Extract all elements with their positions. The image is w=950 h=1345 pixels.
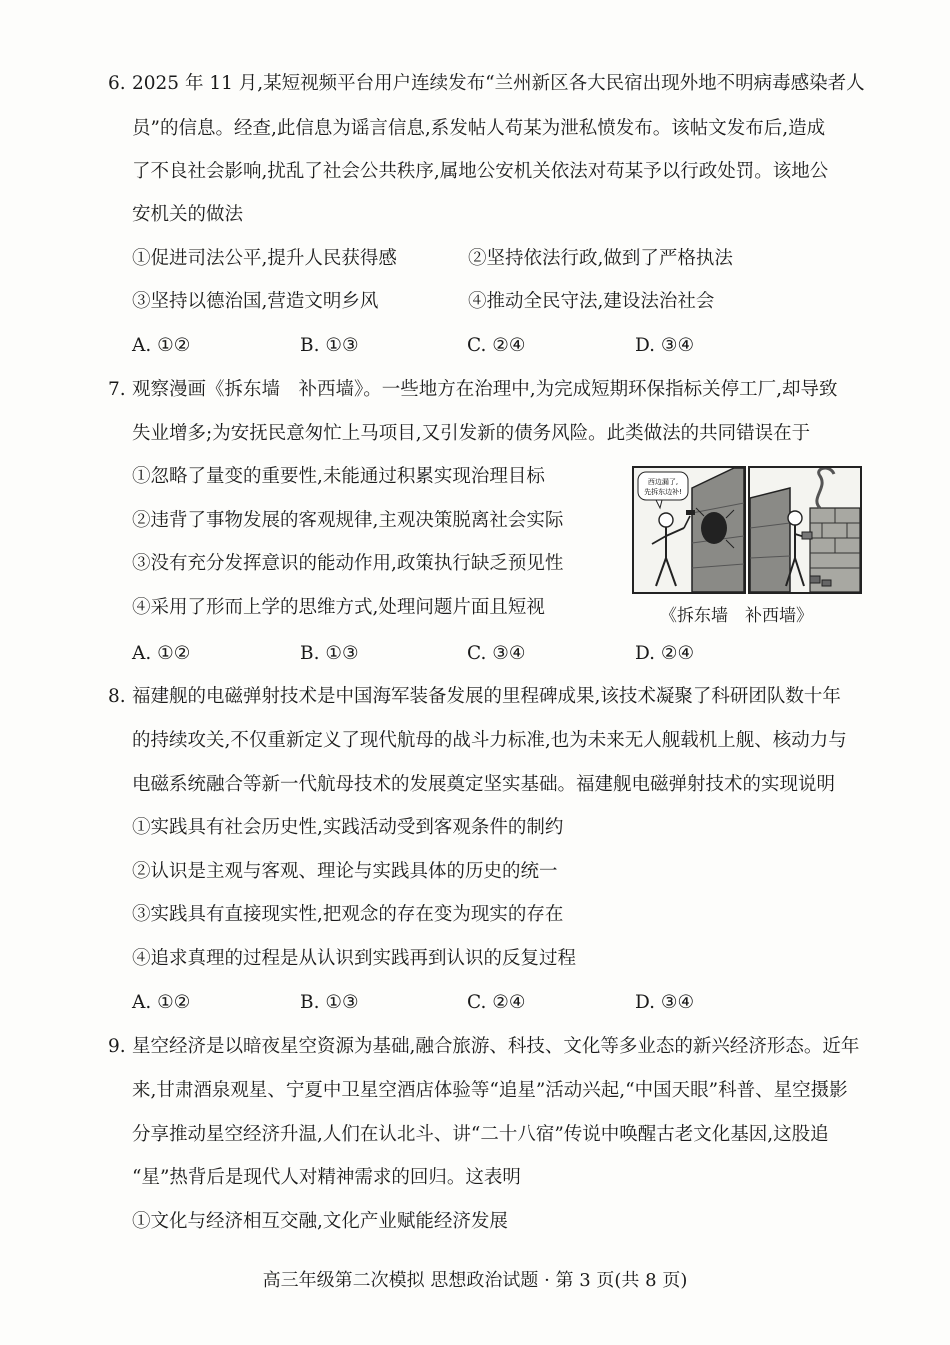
- choice-b: B. ①③: [300, 992, 359, 1013]
- statement-item: ④采用了形而上学的思维方式,处理问题片面且短视: [132, 597, 545, 618]
- statement-item: ①促进司法公平,提升人民获得感: [132, 248, 397, 269]
- statement-item: ②认识是主观与客观、理论与实践具体的历史的统一: [132, 861, 558, 882]
- statement-item: ③坚持以德治国,营造文明乡风: [132, 291, 379, 312]
- question-text-line: 星空经济是以暗夜星空资源为基础,融合旅游、科技、文化等多业态的新兴经济形态。近年: [132, 1036, 860, 1057]
- cartoon-panel-right: [748, 466, 862, 594]
- speech-bubble-line-1: 西边漏了,: [647, 478, 679, 486]
- question-text-line: 来,甘肃酒泉观星、宁夏中卫星空酒店体验等“追星”活动兴起,“中国天眼”科普、星空摄影: [132, 1080, 848, 1101]
- statement-item: ①文化与经济相互交融,文化产业赋能经济发展: [132, 1211, 508, 1232]
- question-text-line: 员”的信息。经查,此信息为谣言信息,系发帖人苟某为泄私愤发布。该帖文发布后,造成: [132, 118, 826, 139]
- choice-d: D. ③④: [635, 992, 695, 1013]
- choice-b: B. ①③: [300, 335, 359, 356]
- choice-a: A. ①②: [132, 335, 191, 356]
- question-text-line: 了不良社会影响,扰乱了社会公共秩序,属地公安机关依法对苟某予以行政处罚。该地公: [132, 161, 829, 182]
- question-text-line: 观察漫画《拆东墙 补西墙》。一些地方在治理中,为完成短期环保指标关停工厂,却导致: [132, 379, 838, 400]
- choice-d: D. ②④: [635, 643, 695, 664]
- question-text-line: 福建舰的电磁弹射技术是中国海军装备发展的里程碑成果,该技术凝聚了科研团队数十年: [132, 686, 841, 707]
- question-text-line: 2025 年 11 月,某短视频平台用户连续发布“兰州新区各大民宿出现外地不明病毒感染者人: [132, 73, 865, 94]
- statement-item: ④推动全民守法,建设法治社会: [468, 291, 715, 312]
- question-text-line: 失业增多;为安抚民意匆忙上马项目,又引发新的债务风险。此类做法的共同错误在于: [132, 423, 811, 444]
- speech-bubble-line-2: 先拆东边补!: [644, 488, 682, 496]
- cartoon-illustration: [632, 466, 858, 592]
- question-text-line: 分享推动星空经济升温,人们在认北斗、讲“二十八宿”传说中唤醒古老文化基因,这股追: [132, 1124, 829, 1145]
- question-text-line: “星”热背后是现代人对精神需求的回归。这表明: [132, 1167, 521, 1188]
- cartoon-caption: 《拆东墙 补西墙》: [660, 606, 813, 626]
- choice-c: C. ②④: [467, 992, 526, 1013]
- cartoon-panel-left: [632, 466, 746, 594]
- question-text-line: 安机关的做法: [132, 204, 244, 225]
- statement-item: ①实践具有社会历史性,实践活动受到客观条件的制约: [132, 817, 564, 838]
- choice-c: C. ②④: [467, 335, 526, 356]
- question-number: 7.: [108, 379, 126, 400]
- page-footer: 高三年级第二次模拟 思想政治试题 · 第 3 页(共 8 页): [262, 1270, 688, 1291]
- statement-item: ③实践具有直接现实性,把观念的存在变为现实的存在: [132, 904, 564, 925]
- statement-item: ②违背了事物发展的客观规律,主观决策脱离社会实际: [132, 510, 564, 531]
- statement-item: ③没有充分发挥意识的能动作用,政策执行缺乏预见性: [132, 553, 564, 574]
- question-number: 6.: [108, 73, 126, 94]
- choice-a: A. ①②: [132, 992, 191, 1013]
- choice-a: A. ①②: [132, 643, 191, 664]
- statement-item: ④追求真理的过程是从认识到实践再到认识的反复过程: [132, 948, 577, 969]
- statement-item: ①忽略了量变的重要性,未能通过积累实现治理目标: [132, 466, 545, 487]
- choice-b: B. ①③: [300, 643, 359, 664]
- choice-d: D. ③④: [635, 335, 695, 356]
- question-number: 9.: [108, 1036, 126, 1057]
- question-number: 8.: [108, 686, 126, 707]
- question-text-line: 的持续攻关,不仅重新定义了现代航母的战斗力标准,也为未来无人舰载机上舰、核动力与: [132, 730, 847, 751]
- choice-c: C. ③④: [467, 643, 526, 664]
- question-text-line: 电磁系统融合等新一代航母技术的发展奠定坚实基础。福建舰电磁弹射技术的实现说明: [132, 774, 836, 795]
- statement-item: ②坚持依法行政,做到了严格执法: [468, 248, 733, 269]
